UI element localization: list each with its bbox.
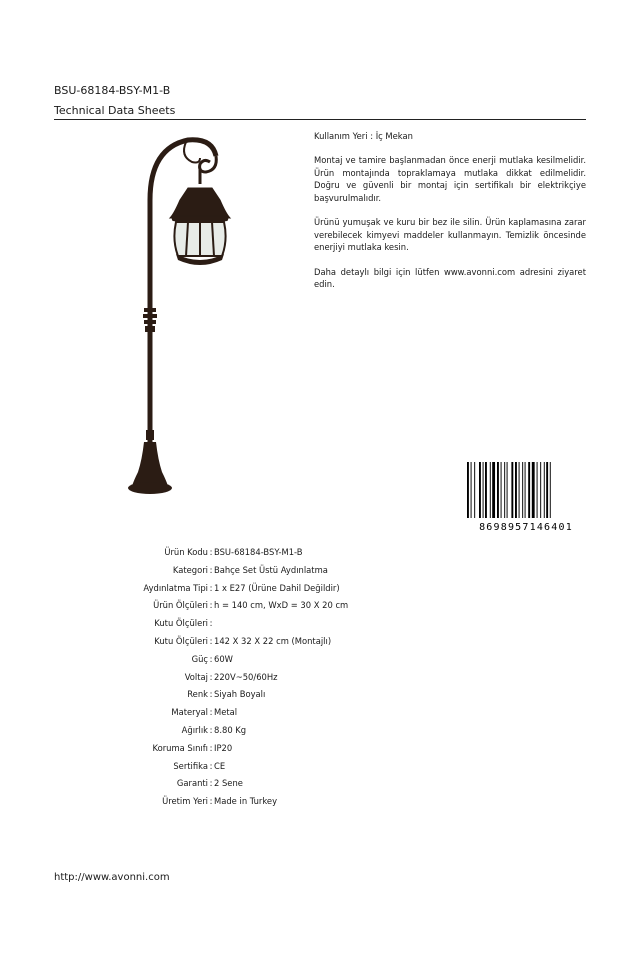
spec-key: Güç — [191, 653, 208, 664]
spec-row — [80, 758, 500, 776]
barcode-bar — [511, 462, 513, 518]
barcode-bar — [544, 462, 545, 518]
website-link[interactable]: http://www.avonni.com — [54, 872, 170, 883]
spec-row — [80, 775, 500, 793]
spec-key: Kutu Ölçüleri — [154, 635, 208, 646]
barcode-number: 8698957146401 — [479, 522, 573, 532]
barcode-bar — [522, 462, 523, 518]
spec-row — [80, 669, 500, 687]
spec-row — [80, 704, 500, 722]
spec-row — [80, 615, 500, 633]
cleaning-paragraph: Ürünü yumuşak ve kuru bir bez ile silin. Ürün kaplamasına zarar verebilecek kimyevi maddeler kullanmayın. Temizlik öncesinde enerjiyi mutlaka kesin. — [314, 217, 586, 253]
spec-value: 1 x E27 (Ürüne Dahil Değildir) — [214, 582, 340, 593]
more-info-paragraph: Daha detaylı bilgi için lütfen www.avonni.com adresini ziyaret edin. — [314, 267, 586, 290]
spec-separator: : — [209, 582, 213, 593]
barcode-bar — [525, 462, 526, 518]
spec-key: Üretim Yeri — [162, 796, 208, 807]
spec-key: Ağırlık — [181, 724, 208, 735]
spec-value: 8.80 Kg — [214, 724, 247, 735]
spec-separator: : — [209, 600, 213, 611]
spec-table — [80, 544, 500, 811]
spec-separator: : — [209, 796, 213, 807]
spec-value: Bahçe Set Üstü Aydınlatma — [214, 564, 328, 575]
barcode-bar — [497, 462, 499, 518]
spec-separator: : — [209, 618, 213, 629]
spec-value: Siyah Boyalı — [214, 689, 266, 700]
product-code-heading: BSU-68184-BSY-M1-B — [54, 84, 171, 97]
spec-separator: : — [209, 778, 213, 789]
barcode-bar — [519, 462, 520, 518]
spec-key: Renk — [187, 689, 208, 700]
barcode-bar — [540, 462, 541, 518]
spec-separator: : — [209, 724, 213, 735]
spec-row — [80, 597, 500, 615]
spec-key: Materyal — [171, 707, 208, 718]
spec-separator: : — [209, 653, 213, 664]
spec-value: 60W — [214, 653, 233, 664]
spec-separator: : — [209, 635, 213, 646]
spec-separator: : — [209, 547, 213, 557]
barcode-bar — [507, 462, 508, 518]
spec-row — [80, 562, 500, 580]
spec-value: Made in Turkey — [214, 796, 278, 807]
safety-paragraph: Montaj ve tamire başlanmadan önce enerji mutlaka kesilmelidir. Ürün montajında topraklamaya mutlaka dikkat edilmelidir. Doğru ve güvenli bir montaj için sertifikalı bir elektrikçiye başvurulmalıdır. — [314, 155, 586, 203]
barcode-bar — [485, 462, 487, 518]
header-divider — [54, 119, 586, 120]
spec-key: Kutu Ölçüleri — [154, 618, 208, 629]
barcode-bar — [504, 462, 505, 518]
spec-separator: : — [209, 689, 213, 700]
spec-key: Ürün Ölçüleri — [153, 600, 208, 611]
spec-separator: : — [209, 564, 213, 575]
spec-separator: : — [209, 671, 213, 682]
spec-value: 220V~50/60Hz — [214, 671, 278, 682]
barcode-bar — [515, 462, 517, 518]
spec-key: Ürün Kodu — [164, 547, 208, 557]
spec-row — [80, 651, 500, 669]
spec-key: Garanti — [176, 778, 208, 789]
barcode-bar — [492, 462, 495, 518]
barcode-bar — [537, 462, 538, 518]
spec-separator: : — [209, 760, 213, 771]
spec-value: Metal — [214, 707, 238, 718]
spec-row — [80, 722, 500, 740]
spec-separator: : — [209, 707, 213, 718]
spec-row — [80, 633, 500, 651]
spec-row — [80, 580, 500, 598]
spec-row — [80, 686, 500, 704]
barcode-bar — [550, 462, 551, 518]
barcode-bar — [501, 462, 502, 518]
spec-value: h = 140 cm, WxD = 30 X 20 cm — [214, 600, 349, 611]
spec-value: IP20 — [214, 742, 233, 753]
spec-key: Koruma Sınıfı — [152, 742, 208, 753]
barcode — [467, 462, 585, 532]
spec-value: 142 X 32 X 22 cm (Montajlı) — [214, 635, 332, 646]
spec-key: Kategori — [172, 564, 208, 575]
barcode-bar — [483, 462, 484, 518]
spec-separator: : — [209, 742, 213, 753]
spec-key: Voltaj — [184, 671, 208, 682]
barcode-bar — [471, 462, 472, 518]
barcode-bar — [490, 462, 491, 518]
barcode-bar — [467, 462, 469, 518]
product-image-lamp — [120, 130, 250, 510]
barcode-bar — [474, 462, 475, 518]
spec-value: BSU-68184-BSY-M1-B — [214, 547, 303, 557]
usage-location: Kullanım Yeri : İç Mekan — [314, 131, 413, 141]
spec-row — [80, 740, 500, 758]
barcode-bar — [479, 462, 481, 518]
spec-value: 2 Sene — [214, 778, 243, 789]
barcode-bar — [546, 462, 548, 518]
spec-row — [80, 793, 500, 811]
barcode-bar — [532, 462, 535, 518]
spec-value: CE — [214, 760, 226, 771]
spec-key: Aydınlatma Tipi — [143, 582, 208, 593]
barcode-bar — [528, 462, 530, 518]
spec-row — [80, 544, 500, 562]
document-subtitle: Technical Data Sheets — [54, 104, 176, 117]
product-info-text — [314, 130, 586, 303]
spec-key: Sertifika — [173, 760, 208, 771]
